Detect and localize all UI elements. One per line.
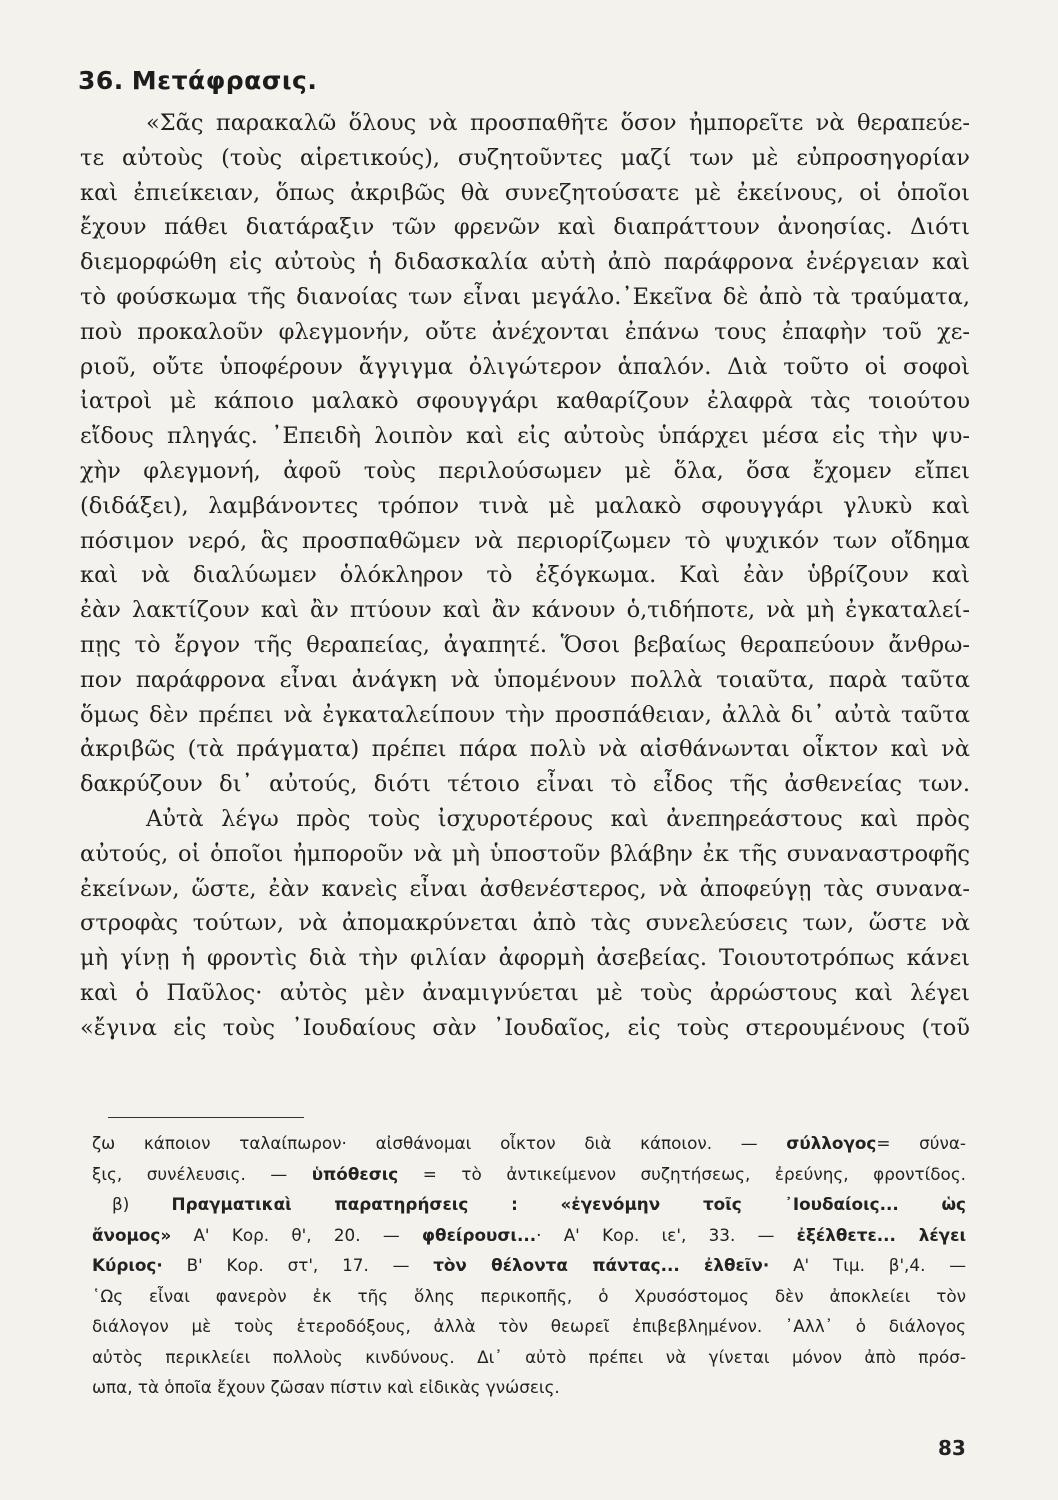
text-line: αὐτούς, οἱ ὁποῖοι ἠμποροῦν νὰ μὴ ὑποστοῦν βλάβην ἐκ τῆς συναναστροφῆς	[80, 840, 970, 867]
note-term: Κύριος·	[92, 1255, 163, 1275]
text-line: «ἔγινα εἰς τοὺς ᾿Ιουδαίους σὰν ᾿Ιουδαῖος, εἰς τοὺς στερουμένους (τοῦ	[80, 1014, 970, 1041]
text-line: «Σᾶς παρακαλῶ ὅλους νὰ προσπαθῆτε ὅσον ἠμπορεῖτε νὰ θεραπεύε-	[146, 110, 970, 136]
section-number: 36.	[78, 66, 124, 95]
text-line: πῃς τὸ ἔργον τῆς θεραπείας, ἀγαπητέ. Ὅσοι βεβαίως θεραπεύουν ἄνθρω-	[80, 631, 970, 658]
text-line: ἀκριβῶς (τὰ πράγματα) πρέπει πάρα πολὺ νὰ αἰσθάνωνται οἶκτον καὶ νὰ	[80, 736, 970, 763]
text-line: (διδάξει), λαμβάνοντες τρόπον τινὰ μὲ μαλακὸ σφουγγάρι γλυκὺ καὶ	[80, 492, 970, 519]
text-line: μὴ γίνῃ ἡ φροντὶς διὰ τὴν φιλίαν ἀφορμὴ ἀσεβείας. Τοιουτοτρόπως κάνει	[80, 945, 970, 972]
text-line: ἐὰν λακτίζουν καὶ ἂν πτύουν καὶ ἂν κάνουν ὁ,τιδήποτε, νὰ μὴ ἐγκαταλεί-	[80, 597, 970, 624]
note-text: β)	[112, 1194, 172, 1214]
text-line: δακρύζουν δι᾿ αὐτούς, διότι τέτοιο εἶναι τὸ εἶδος τῆς ἀσθενείας των.	[80, 771, 970, 798]
text-line: ὅμως δὲν πρέπει νὰ ἐγκαταλείπουν τὴν προσπάθειαν, ἀλλὰ δι᾿ αὐτὰ ταῦτα	[80, 701, 970, 728]
text-line: πον παράφρονα εἶναι ἀνάγκη νὰ ὑπομένουν πολλὰ τοιαῦτα, παρὰ ταῦτα	[80, 666, 970, 693]
note-term: ὑπόθεσις	[311, 1163, 399, 1184]
note-line	[92, 1250, 966, 1281]
note-line: ωπα, τὰ ὁποῖα ἔχουν ζῶσαν πίστιν καὶ εἰδικὰς γνώσεις.	[92, 1377, 560, 1397]
text-line: ποὺ προκαλοῦν φλεγμονήν, οὔτε ἀνέχονται ἐπάνω τους ἐπαφὴν τοῦ χε-	[80, 318, 970, 345]
text-line: χὴν φλεγμονή, ἀφοῦ τοὺς περιλούσωμεν μὲ ὅλα, ὅσα ἔχομεν εἴπει	[80, 457, 970, 484]
note-term: σύλλογος	[786, 1133, 877, 1153]
note-term: ἄνομος»	[92, 1224, 172, 1245]
page-number: 83	[938, 1436, 966, 1460]
text-line: τε αὐτοὺς (τοὺς αἱρετικούς), συζητοῦντες μαζί των μὲ εὐπροσηγορίαν	[80, 144, 970, 171]
text-line: πόσιμον νερό, ἃς προσπαθῶμεν νὰ περιορίζωμεν τὸ ψυχικόν των οἴδημα	[80, 527, 970, 554]
note-term: τὸν θέλοντα πάντας... ἐλθεῖν·	[433, 1255, 770, 1275]
text-line: ἔχουν πάθει διατάραξιν τῶν φρενῶν καὶ διαπράττουν ἀνοησίας. Διότι	[80, 214, 970, 241]
text-line: τὸ φούσκωμα τῆς διανοίας των εἶναι μεγάλο.᾿Εκεῖνα δὲ ἀπὸ τὰ τραύματα,	[80, 283, 970, 310]
section-title: Μετάφρασις.	[131, 66, 318, 95]
text-line: εἴδους πληγάς. ᾿Επειδὴ λοιπὸν καὶ εἰς αὐτοὺς ὑπάρχει μέσα εἰς τὴν ψυ-	[80, 423, 970, 450]
note-text: ζω κάποιον ταλαίπωρον· αἰσθάνομαι οἶκτον διὰ κάποιον. —	[92, 1133, 787, 1153]
note-text: = τὸ ἀντικείμενον συζητήσεως, ἐρεύνης, φροντίδος.	[398, 1163, 966, 1184]
text-line: καὶ ὁ Παῦλος· αὐτὸς μὲν ἀναμιγνύεται μὲ τοὺς ἀρρώστους καὶ λέγει	[80, 979, 970, 1006]
translation-text	[80, 106, 970, 1046]
note-line: ῾Ως εἶναι φανερὸν ἐκ τῆς ὅλης περικοπῆς, ὁ Χρυσόστομος δὲν ἀποκλείει τὸν	[92, 1285, 966, 1306]
footnotes	[92, 1128, 966, 1403]
note-text: Α' Κορ. θ', 20. —	[171, 1224, 422, 1245]
note-text: ξις, συνέλευσις. —	[92, 1163, 312, 1184]
footnote-divider	[108, 1117, 304, 1118]
text-line: ἰατροὶ μὲ κάποιο μαλακὸ σφουγγάρι καθαρίζουν ἐλαφρὰ τὰς τοιούτου	[80, 388, 970, 415]
text-line: καὶ νὰ διαλύωμεν ὁλόκληρον τὸ ἐξόγκωμα. Καὶ ἐὰν ὑβρίζουν καὶ	[80, 562, 970, 589]
note-term: φθείρουσι...	[421, 1224, 537, 1245]
note-line	[92, 1220, 966, 1251]
text-line: καὶ ἐπιείκειαν, ὅπως ἀκριβῶς θὰ συνεζητούσατε μὲ ἐκείνους, οἱ ὁποῖοι	[80, 179, 970, 206]
text-line: διεμορφώθη εἰς αὐτοὺς ἡ διδασκαλία αὐτὴ ἀπὸ παράφρονα ἐνέργειαν καὶ	[80, 249, 970, 276]
note-text: Α' Τιμ. β',4. —	[769, 1255, 966, 1275]
section-heading	[78, 66, 317, 95]
text-line: ριοῦ, οὔτε ὑποφέρουν ἄγγιγμα ὀλιγώτερον ἁπαλόν. Διὰ τοῦτο οἱ σοφοὶ	[80, 353, 970, 380]
note-line: διάλογον μὲ τοὺς ἑτεροδόξους, ἀλλὰ τὸν θεωρεῖ ἐπιβεβλημένον. ᾿Αλλ᾿ ὁ διάλογος	[92, 1316, 966, 1336]
note-term: ἐξέλθετε... λέγει	[796, 1224, 966, 1245]
text-line: ἐκείνων, ὥστε, ἐὰν κανεὶς εἶναι ἀσθενέστερος, νὰ ἀποφεύγῃ τὰς συνανα-	[80, 875, 970, 902]
text-line: Αὐτὰ λέγω πρὸς τοὺς ἰσχυροτέρους καὶ ἀνεπηρεάστους καὶ πρὸς	[146, 805, 970, 832]
note-text: · Α' Κορ. ιε', 33. —	[536, 1224, 797, 1245]
note-text: = σύνα-	[876, 1133, 966, 1153]
note-text: Β' Κορ. στ', 17. —	[162, 1255, 434, 1275]
note-term: Πραγματικαὶ παρατηρήσεις : «ἐγενόμην τοῖς ᾿Ιουδαίοις... ὡς	[171, 1194, 966, 1214]
note-line	[92, 1189, 966, 1220]
note-line	[92, 1159, 966, 1190]
note-line	[92, 1128, 966, 1159]
text-line: στροφὰς τούτων, νὰ ἀπομακρύνεται ἀπὸ τὰς συνελεύσεις των, ὥστε νὰ	[80, 910, 970, 937]
note-line: αὐτὸς περικλείει πολλοὺς κινδύνους. Δι᾿ αὐτὸ πρέπει νὰ γίνεται μόνον ἀπὸ πρόσ-	[92, 1346, 966, 1367]
